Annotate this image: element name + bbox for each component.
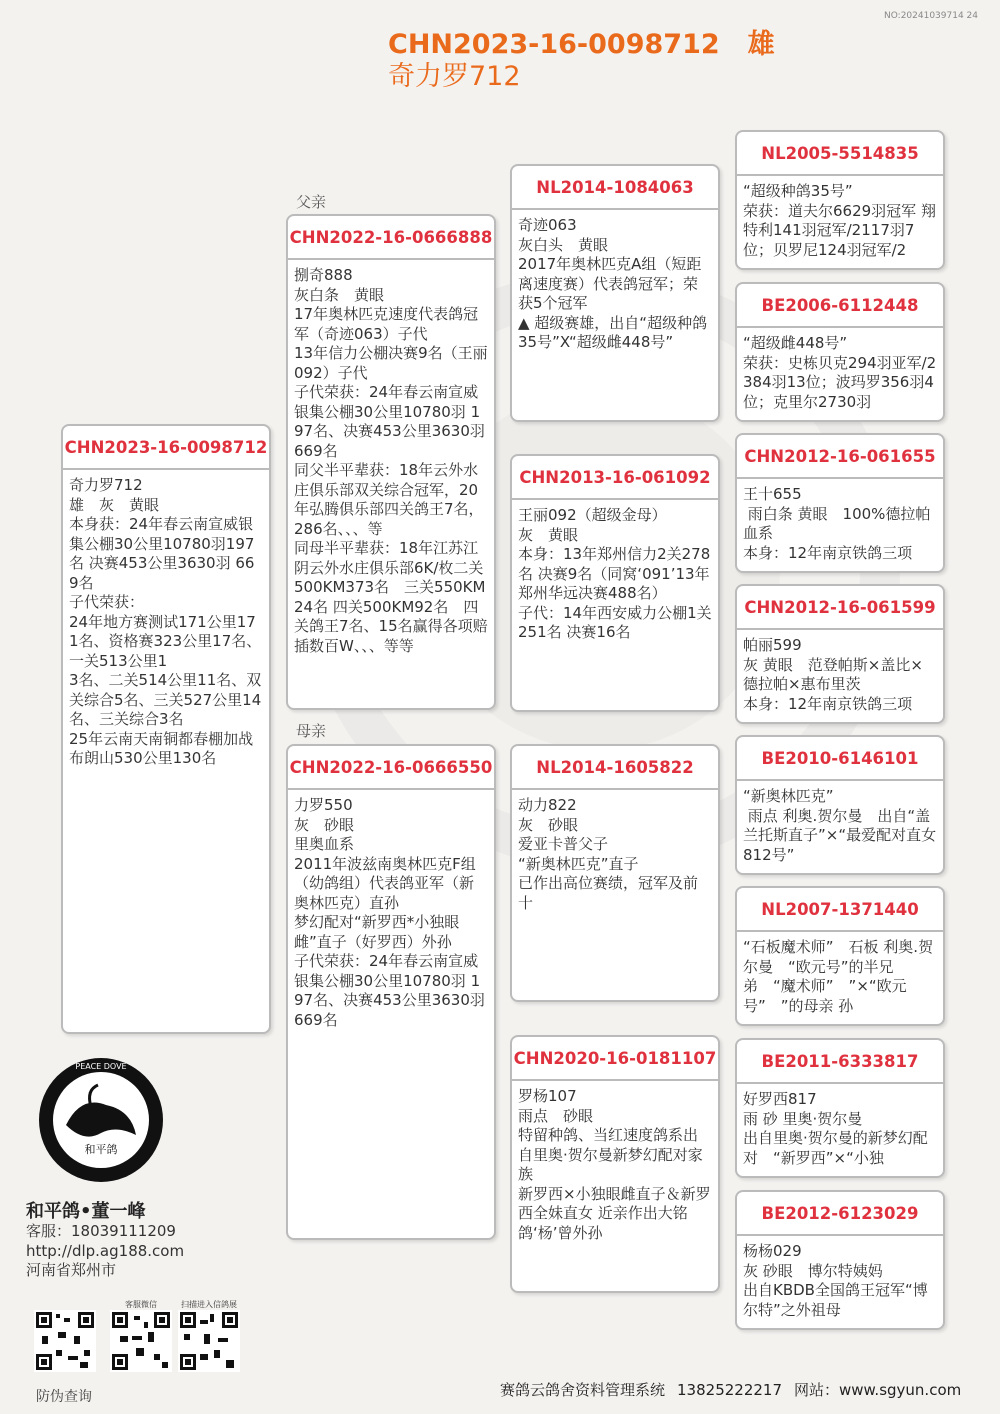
logo-inner-text: 和平鸽 xyxy=(84,1143,118,1156)
dam-details: 力罗550 灰 砂眼 里奥血系 2011年波兹南奥林匹克F组（幼鸽组）代表鸽亚军（新奥林匹克）直孙 梦幻配对“新罗西*小独眼雌”直子（好罗西）外孙 子代荣获：24年春云南宣威银集公棚30公里10780羽 197名、决赛453公里3630羽 669名 xyxy=(294,796,485,1029)
ggp-ring: NL2007-1371440 xyxy=(737,888,943,932)
qr-showroom[interactable] xyxy=(178,1300,240,1372)
ggp-details: “新奥林匹克” 雨点 利奥.贺尔曼 出自“盖兰托斯直子”×“最爱配对直女812号” xyxy=(743,787,937,864)
granddam-paternal-details: 王丽092（超级金母） 灰 黄眼 本身：13年郑州信力2关278名 决赛9名（同窝‘091’13年郑州华远决赛488名） 子代：14年西安威力公棚1关251名 决赛16名 xyxy=(518,506,712,641)
qr-code-icon xyxy=(178,1310,240,1372)
qr-caption: 扫描进入信鸽展 xyxy=(181,1300,237,1309)
ggp-details: 帕丽599 灰 黄眼 范登帕斯×盖比×德拉帕×惠布里茨 本身：12年南京铁鸽三项 xyxy=(743,636,923,713)
grandsire-paternal-ring: NL2014-1084063 xyxy=(512,166,718,210)
grandsire-maternal-ring: NL2014-1605822 xyxy=(512,746,718,790)
ggp-details: 好罗西817 雨 砂 里奥·贺尔曼 出自里奥·贺尔曼的新梦幻配对 “新罗西”×“小独 xyxy=(743,1090,928,1167)
dam-card xyxy=(286,744,496,1240)
granddam-paternal-card xyxy=(510,454,720,712)
brand-name: 和平鸽•董一峰 xyxy=(26,1201,146,1222)
service-phone: 客服：18039111209 xyxy=(26,1222,176,1240)
ggp-details: “石板魔术师” 石板 利奥.贺尔曼 “欧元号”的半兄弟 “魔术师” ”×“欧元号” ”的母亲 孙 xyxy=(743,938,934,1015)
ggp-card xyxy=(735,282,945,422)
grandsire-paternal-details: 奇迹063 灰白头 黄眼 2017年奥林匹克A组（短距离速度赛）代表鸽冠军；荣获5个冠军 ▲ 超级赛雄，出自“超级种鸽35号”X“超级雌448号” xyxy=(518,216,708,351)
granddam-maternal-ring: CHN2020-16-0181107 xyxy=(512,1037,718,1081)
peace-dove-logo-icon xyxy=(36,1055,166,1185)
ggp-details: 王十655 雨白条 黄眼 100%德拉帕血系 本身：12年南京铁鸽三项 xyxy=(743,485,931,562)
footer-system: 赛鸽云鸽舍资料管理系统 xyxy=(500,1381,666,1399)
ggp-card xyxy=(735,735,945,875)
granddam-paternal-ring: CHN2013-16-061092 xyxy=(512,456,718,500)
serial-number: NO:20241039714 24 xyxy=(884,11,978,21)
header-sex: 雄 xyxy=(747,29,775,60)
ggp-card xyxy=(735,886,945,1026)
website-link[interactable]: http://dlp.ag188.com xyxy=(26,1241,185,1260)
qr-caption: 客服微信 xyxy=(125,1300,157,1309)
grandsire-maternal-card xyxy=(510,744,720,1002)
ggp-ring: CHN2012-16-061655 xyxy=(737,435,943,479)
subject-ring: CHN2023-16-0098712 xyxy=(63,426,269,470)
footer xyxy=(500,1379,973,1400)
subject-card xyxy=(61,424,271,1034)
qr-anti-fake[interactable] xyxy=(34,1300,96,1372)
sire-details: 捌奇888 灰白条 黄眼 17年奥林匹克速度代表鸽冠军（奇迹063）子代 13年信力公棚决赛9名（王丽092）子代 子代荣获：24年春云南宣威银集公棚30公里10780羽 197名、决赛453公里3630羽 669名 同父半平辈获：18年云外水庄俱乐部双关综合冠军，20年弘腾俱乐部四关鸽王7名，286名、、、等 同母半平辈获：18年江苏江阴云外水庄俱乐部6K/枚二关500KM373名 三关550KM24名 四关500KM92名 四关鸽王7名、15名赢得各项赔插数百W、、、等等 xyxy=(294,266,488,655)
ggp-details: “超级种鸽35号” 荣获：道夫尔6629羽冠军 翔特利141羽冠军/2117羽7位；贝罗尼124羽冠军/2 xyxy=(743,182,936,259)
header-ring: CHN2023-16-0098712 xyxy=(388,29,720,60)
grandsire-maternal-details: 动力822 灰 砂眼 爱亚卡普父子 “新奥林匹克”直子 已作出高位赛绩，冠军及前十 xyxy=(518,796,699,912)
grandsire-paternal-card xyxy=(510,164,720,422)
mother-label: 母亲 xyxy=(296,722,327,740)
dam-ring: CHN2022-16-0666550 xyxy=(288,746,494,790)
granddam-maternal-card xyxy=(510,1035,720,1293)
ggp-ring: CHN2012-16-061599 xyxy=(737,586,943,630)
sire-ring: CHN2022-16-0666888 xyxy=(288,216,494,260)
ggp-details: 杨杨029 灰 砂眼 博尔特姨妈 出自KBDB全国鸽王冠军“博尔特”之外祖母 xyxy=(743,1242,928,1319)
address: 河南省郑州市 xyxy=(26,1261,117,1279)
contact-block xyxy=(26,1222,184,1281)
qr-code-icon xyxy=(34,1310,96,1372)
ggp-card xyxy=(735,130,945,270)
granddam-maternal-details: 罗杨107 雨点 砂眼 特留种鸽、当红速度鸽系出自里奥·贺尔曼新梦幻配对家族 新罗西×小独眼雌直子＆新罗西全妹直女 近亲作出大铭鸽‘杨’曾外孙 xyxy=(518,1087,711,1242)
ggp-ring: BE2010-6146101 xyxy=(737,737,943,781)
ggp-ring: NL2005-5514835 xyxy=(737,132,943,176)
anti-fake-label: 防伪查询 xyxy=(36,1389,92,1405)
footer-site[interactable]: 网站：www.sgyun.com xyxy=(794,1381,962,1399)
ggp-ring: BE2011-6333817 xyxy=(737,1040,943,1084)
ggp-ring: BE2006-6112448 xyxy=(737,284,943,328)
footer-phone: 13825222217 xyxy=(677,1381,782,1399)
ggp-card xyxy=(735,1190,945,1330)
ggp-ring: BE2012-6123029 xyxy=(737,1192,943,1236)
qr-caption xyxy=(34,1300,96,1310)
ggp-card xyxy=(735,433,945,573)
qr-code-icon xyxy=(110,1310,172,1372)
header-name: 奇力罗712 xyxy=(388,61,521,92)
sire-card xyxy=(286,214,496,710)
subject-details: 奇力罗712 雄 灰 黄眼 本身获：24年春云南宣威银集公棚30公里10780羽197名 决赛453公里3630羽 669名 子代荣获： 24年地方赛测试171公里171名、资格赛323公里17名、一关513公里1 3名、二关514公里11名、双关综合5名、三关527公里14名、三关综合3名 25年云南天南铜都春棚加战布朗山530公里130名 xyxy=(69,476,262,767)
qr-wechat[interactable] xyxy=(110,1300,172,1372)
ggp-card xyxy=(735,1038,945,1178)
father-label: 父亲 xyxy=(296,193,327,211)
logo-top-text: PEACE DOVE xyxy=(75,1062,127,1071)
ggp-card xyxy=(735,584,945,724)
ggp-details: “超级雌448号” 荣获：史栋贝克294羽亚军/2384羽13位；波玛罗356羽4位；克里尔2730羽 xyxy=(743,334,937,411)
